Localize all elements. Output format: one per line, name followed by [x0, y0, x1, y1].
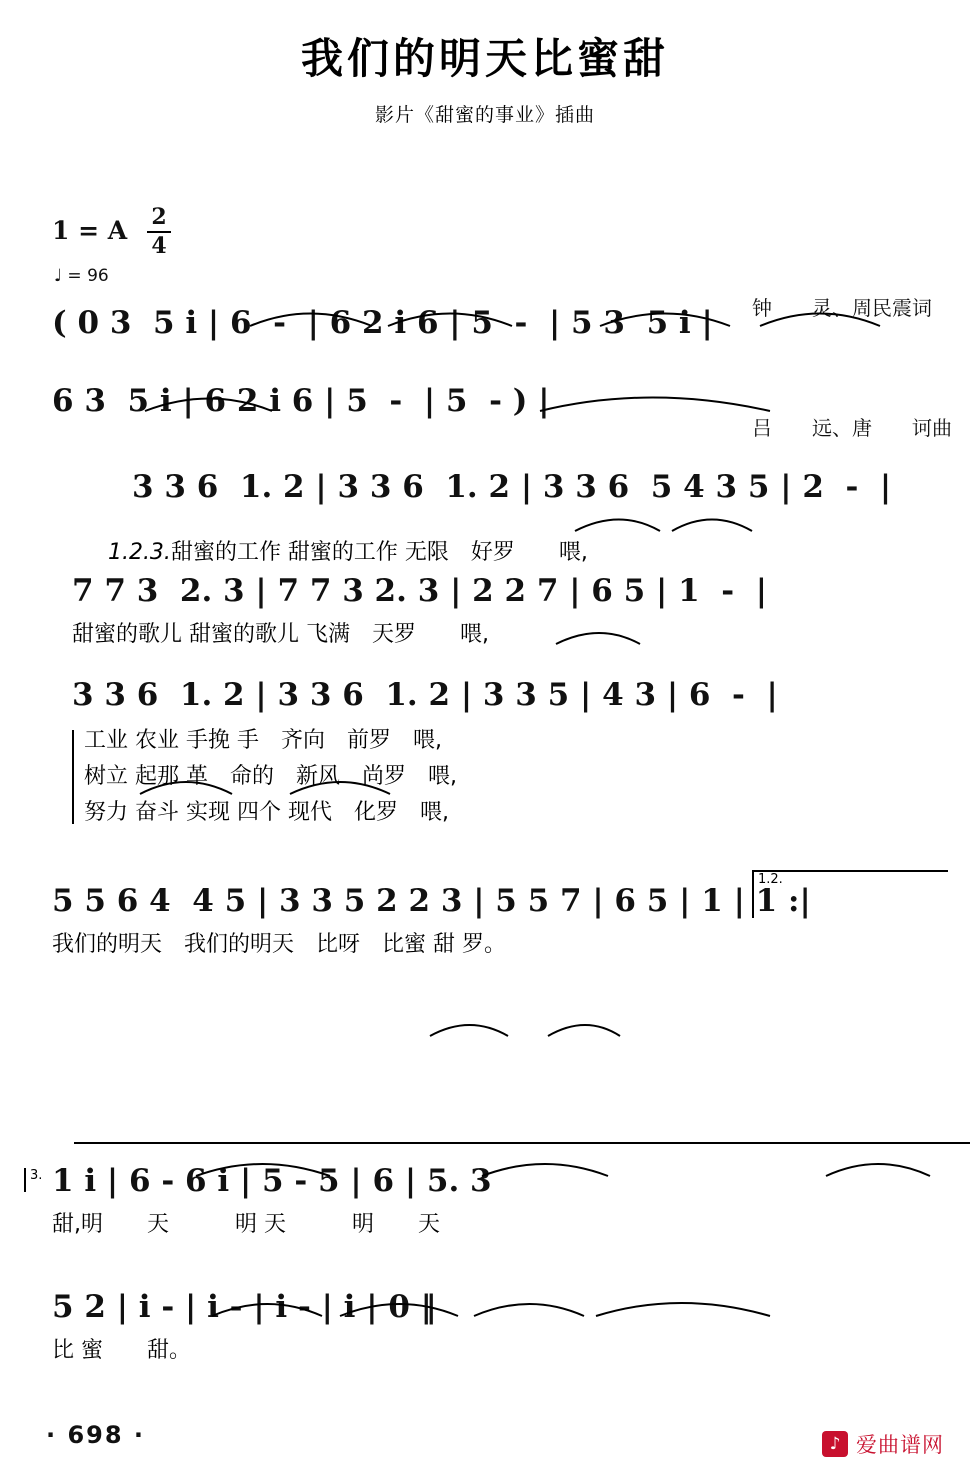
lyrics-text-verse-1: 甜蜜的工作 甜蜜的工作 无限 好罗 喂, [170, 540, 588, 565]
site-watermark [822, 1429, 944, 1459]
time-signature-numerator: 2 [151, 204, 167, 230]
lyrics-verse-3-line-2: 树立 起那 革 命的 新风 尚罗 喂, [84, 764, 457, 789]
composer-credit: 吕 远、唐 诃曲 [752, 416, 952, 440]
tempo-marking: ♩ = 96 [54, 266, 109, 286]
time-signature-denominator: 4 [151, 233, 167, 260]
page-title: 我们的明天比蜜甜 [300, 34, 669, 83]
staff-row-intro-2 [52, 383, 918, 472]
ending-bracket-1-2: 1.2. [752, 870, 948, 918]
staff-row-verse-3 [52, 677, 918, 872]
lyrics-group-verse-3 [72, 730, 918, 824]
lyrics-ending3-1: 甜,明 天 明 天 明 天 [52, 1212, 440, 1237]
music-note-logo-icon: ♪ [822, 1431, 848, 1457]
watermark-label: 爱曲谱网 [856, 1433, 944, 1457]
lyricist-credit: 钟 灵、周民震词 [752, 296, 932, 320]
lyrics-verse-2: 甜蜜的歌儿 甜蜜的歌儿 飞满 天罗 喂, [72, 622, 489, 647]
page-number: · 698 · [46, 1421, 146, 1449]
time-signature [147, 206, 171, 258]
ending-bracket-3: 3. [24, 1168, 54, 1192]
notation-verse-1: 3 3 6 1. 2 | 3 3 6 1. 2 | 3 3 6 5 4 3 5 | 2 - | [132, 469, 892, 505]
notation-chorus: 5 5 6 4 4 5 | 3 3 5 2 2 3 | 5 5 7 | 6 5 | 1 | 1 :| [52, 883, 811, 919]
verse-number-prefix: 1.2.3. [107, 540, 171, 565]
staff-row-ending3-2 [52, 1289, 918, 1400]
notation-intro-2: 6 3 5 i | 6 2 i 6 | 5 - | 5 - ) | [52, 383, 550, 419]
staff-row-chorus [52, 872, 918, 996]
notation-verse-3: 3 3 6 1. 2 | 3 3 6 1. 2 | 3 3 5 | 4 3 | 6 - | [72, 677, 778, 713]
staff-row-verse-1 [52, 469, 918, 576]
lyrics-ending3-2: 比 蜜 甜。 [52, 1338, 191, 1363]
lyrics-chorus: 我们的明天 我们的明天 比呀 比蜜 甜 罗。 [52, 932, 506, 957]
lyrics-verse-3-line-3: 努力 奋斗 实现 四个 现代 化罗 喂, [84, 800, 449, 825]
sheet-music-page [0, 26, 970, 1483]
key-signature: 1 = A [52, 216, 128, 245]
notation-verse-2: 7 7 3 2. 3 | 7 7 3 2. 3 | 2 2 7 | 6 5 | 1 - | [72, 573, 767, 609]
notation-ending3-1: 1 i | 6 - 6 i | 5 - 5 | 6 | 5. 3 [52, 1163, 492, 1199]
staff-row-ending3-1 [30, 1163, 918, 1274]
lyrics-verse-3-line-1: 工业 农业 手挽 手 齐向 前罗 喂, [84, 728, 442, 753]
staff-row-verse-2 [52, 573, 918, 680]
notation-ending3-2: 5 2 | i - | i - | i - | i | 0 ‖ [52, 1289, 437, 1325]
notation-intro-1: ( 0 3 5 i | 6 - | 6 2 i 6 | 5 - | 5 3 5 i | [52, 305, 713, 341]
page-subtitle: 影片《甜蜜的事业》插曲 [374, 104, 595, 126]
